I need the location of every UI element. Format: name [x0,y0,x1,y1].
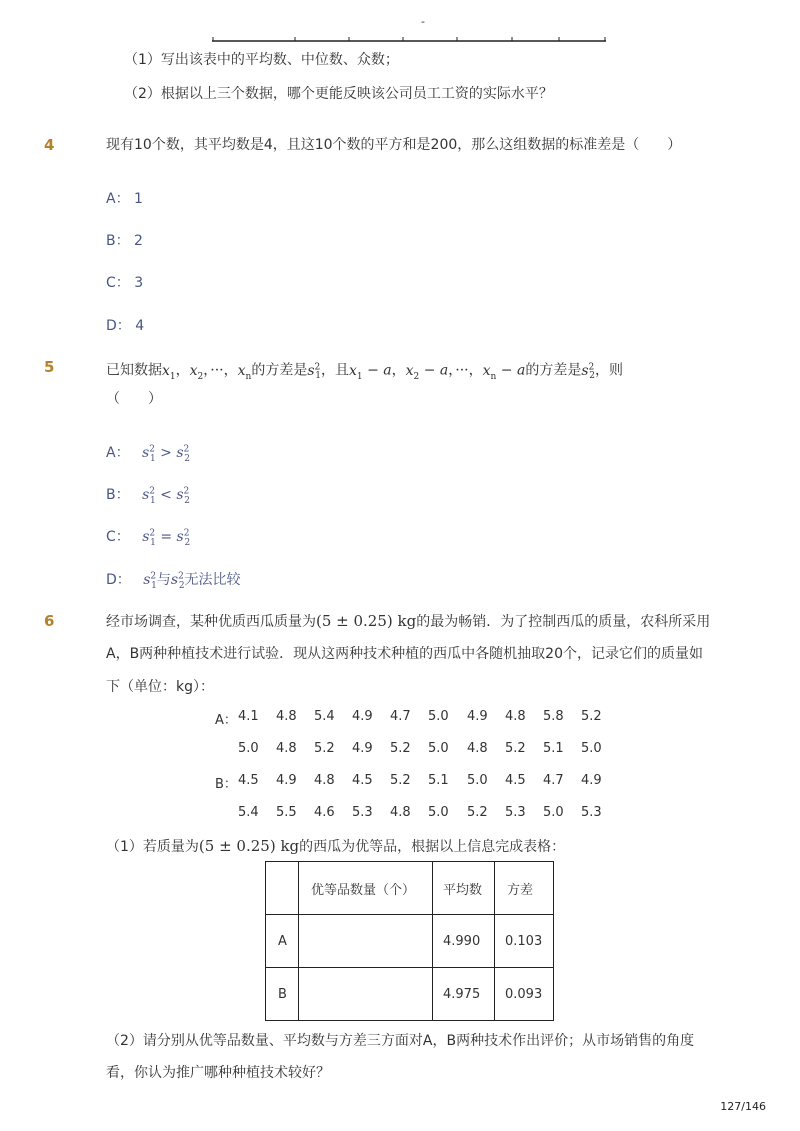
data-value: 5.2 [390,773,411,788]
data-value: 4.8 [390,805,411,820]
q5-stem-mid2: ，且 [321,362,349,379]
q6-part1-post: 的西瓜为优等品，根据以上信息完成表格： [299,839,566,855]
q3-part2: （2）根据以上三个数据，哪个更能反映该公司员工工资的实际水平？ [124,86,553,102]
q5-stem: 已知数据$x_1$，$x_2$，···，$x_n$的方差是$s^2_1$，且$x_1 - a$，$x_2 - a$，···，$x_n - a$的方差是$s^2_2$，则 [106,362,623,382]
data-value: 4.8 [505,709,526,724]
q6-line2: A，B两种种植技术进行试验．现从这两种技术种植的西瓜中各随机抽取20个，记录它们的质量如 [106,646,703,662]
q6-b-label: B： [215,777,237,792]
q6-a-label: A： [215,713,237,728]
ruler-tick-label: - [421,15,425,28]
top-ruler [212,40,606,44]
q6-part2-line2: 看，你认为推广哪种种植技术较好？ [106,1065,330,1081]
data-value: 5.8 [543,709,564,724]
data-value: 5.1 [543,741,564,756]
q4-option-d[interactable]: D： 4 [106,318,145,334]
table-cell-tech: B [266,968,299,1021]
q5-option-b-label: B： [106,487,130,503]
data-value: 4.8 [276,709,297,724]
data-value: 4.9 [352,741,373,756]
q6-part1-pre: （1）若质量为 [106,839,199,855]
table-header-mean: 平均数 [433,862,495,915]
q5-stem-end: ，则 [595,362,623,379]
data-value: 5.0 [467,773,488,788]
table-cell-variance: 0.093 [495,968,554,1021]
data-value: 4.8 [467,741,488,756]
data-value: 4.8 [276,741,297,756]
data-value: 4.5 [238,773,259,788]
data-value: 5.2 [314,741,335,756]
q5-option-c-label: C： [106,529,130,545]
data-value: 5.4 [314,709,335,724]
q5-option-b[interactable]: B： $s^2_1 < s^2_2$ [106,486,191,506]
table-header-blank [266,862,299,915]
q5-stem-mid3: 的方差是 [525,362,582,379]
data-value: 5.1 [428,773,449,788]
q3-part1: （1）写出该表中的平均数、中位数、众数； [124,52,399,68]
q6-line1 [106,611,710,632]
table-row [266,915,554,968]
table-header-count: 优等品数量（个） [299,862,433,915]
data-value: 4.9 [276,773,297,788]
data-value: 4.9 [352,709,373,724]
q5-option-d-label: D： [106,572,131,588]
data-value: 4.7 [543,773,564,788]
table-header-variance: 方差 [495,862,554,915]
q6-part1 [106,836,565,857]
q4-option-a[interactable]: A： 1 [106,191,143,207]
q4-option-c[interactable]: C： 3 [106,275,144,291]
data-value: 5.0 [428,741,449,756]
page-number: 127/146 [720,1100,766,1113]
q6-part1-mass-expr: (5 ± 0.25) kg [198,837,300,855]
question-number-6: 6 [44,612,55,630]
table-cell-mean: 4.975 [433,968,495,1021]
q5-stem-line2: （ ） [106,391,162,407]
table-cell-count-input[interactable] [299,968,433,1021]
table-cell-variance: 0.103 [495,915,554,968]
data-value: 5.2 [390,741,411,756]
data-value: 5.3 [352,805,373,820]
q5-option-a[interactable]: A： $s^2_1 > s^2_2$ [106,444,190,464]
q6-line1-pre: 经市场调查，某种优质西瓜质量为 [106,614,316,630]
data-value: 4.5 [352,773,373,788]
q5-stem-prefix: 已知数据 [106,362,162,379]
q6-results-table [265,861,554,1021]
data-value: 5.0 [428,805,449,820]
q6-line1-post: 的最为畅销．为了控制西瓜的质量，农科所采用 [416,614,711,630]
q6-part2-line1: （2）请分别从优等品数量、平均数与方差三方面对A，B两种技术作出评价；从市场销售的角度 [106,1033,695,1049]
data-value: 4.7 [390,709,411,724]
q5-stem-mid1: 的方差是 [251,362,308,379]
data-value: 5.0 [543,805,564,820]
data-value: 4.9 [467,709,488,724]
data-value: 5.0 [238,741,259,756]
data-value: 5.5 [276,805,297,820]
q4-stem: 现有10个数，其平均数是4，且这10个数的平方和是200，那么这组数据的标准差是（ ） [106,137,682,153]
table-row [266,968,554,1021]
q6-line3: 下（单位：kg）： [106,679,214,695]
table-header-row [266,862,554,915]
data-value: 5.3 [581,805,602,820]
data-value: 5.2 [467,805,488,820]
q5-option-d-text1: 与 [156,572,171,588]
q5-option-d[interactable]: D： $s^2_1$与$s^2_2$无法比较 [106,571,241,591]
table-cell-tech: A [266,915,299,968]
q5-option-d-text2: 无法比较 [184,572,241,588]
data-value: 5.0 [581,741,602,756]
q4-option-b[interactable]: B： 2 [106,233,143,249]
question-number-5: 5 [44,358,55,376]
q6-mass-expr: (5 ± 0.25) kg [316,612,417,630]
data-value: 5.2 [505,741,526,756]
q5-option-c[interactable]: C： $s^2_1 = s^2_2$ [106,528,191,548]
data-value: 5.4 [238,805,259,820]
q5-option-a-label: A： [106,445,130,461]
table-cell-count-input[interactable] [299,915,433,968]
data-value: 4.8 [314,773,335,788]
data-value: 5.0 [428,709,449,724]
table-cell-mean: 4.990 [433,915,495,968]
question-number-4: 4 [44,136,55,154]
data-value: 4.9 [581,773,602,788]
data-value: 4.5 [505,773,526,788]
data-value: 5.2 [581,709,602,724]
data-value: 5.3 [505,805,526,820]
data-value: 4.6 [314,805,335,820]
data-value: 4.1 [238,709,259,724]
